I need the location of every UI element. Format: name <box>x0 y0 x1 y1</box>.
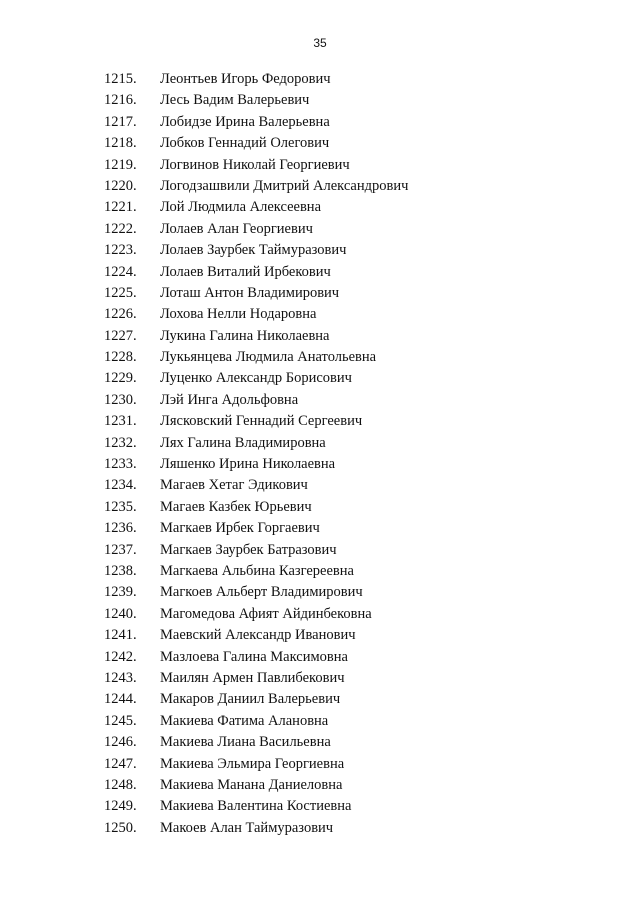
entry-number: 1216. <box>104 92 137 109</box>
entry-name: Лолаев Заурбек Таймуразович <box>160 242 347 259</box>
list-item <box>0 454 640 475</box>
entry-number: 1230. <box>104 391 137 408</box>
list-item <box>0 561 640 582</box>
entry-name: Лоташ Антон Владимирович <box>160 284 340 301</box>
entry-name: Магкоев Альберт Владимирович <box>160 584 363 601</box>
entry-number: 1215. <box>104 71 137 87</box>
entry-number: 1235. <box>104 498 137 515</box>
entry-name: Макаров Даниил Валерьевич <box>160 691 341 708</box>
entry-name: Магкаев Заурбек Батразович <box>160 541 337 558</box>
entry-number: 1221. <box>104 199 137 216</box>
entry-number: 1239. <box>104 584 137 601</box>
entry-number: 1220. <box>104 177 137 194</box>
list-item <box>0 540 640 561</box>
list-item <box>0 240 640 261</box>
entry-name: Лесь Вадим Валерьевич <box>160 92 310 109</box>
list-item <box>0 155 640 176</box>
entry-number: 1233. <box>104 456 137 473</box>
list-item <box>0 133 640 154</box>
list-item <box>0 518 640 539</box>
entry-name: Лолаев Алан Георгиевич <box>160 220 313 237</box>
entry-name: Лясковский Геннадий Сергеевич <box>160 413 363 430</box>
list-item <box>0 689 640 710</box>
list-item <box>0 604 640 625</box>
list-item <box>0 668 640 689</box>
list-item <box>0 347 640 368</box>
entry-name: Макиева Эльмира Георгиевна <box>160 755 345 772</box>
entry-number: 1227. <box>104 327 137 344</box>
entry-number: 1218. <box>104 135 137 152</box>
entry-name: Магкаева Альбина Казгереевна <box>160 562 354 579</box>
list-item <box>0 433 640 454</box>
entry-name: Лобидзе Ирина Валерьевна <box>160 113 330 130</box>
entry-number: 1240. <box>104 605 137 622</box>
entry-name: Лобков Геннадий Олегович <box>160 135 330 152</box>
list-item <box>0 219 640 240</box>
entry-name: Магаев Хетаг Эдикович <box>160 477 308 494</box>
list-item <box>0 625 640 646</box>
entry-number: 1229. <box>104 370 137 387</box>
list-item <box>0 176 640 197</box>
entry-number: 1228. <box>104 349 137 366</box>
entry-number: 1236. <box>104 520 137 537</box>
entry-name: Макиева Валентина Костиевна <box>160 798 352 815</box>
entry-name: Магомедова Афият Айдинбековна <box>160 605 372 622</box>
entry-number: 1249. <box>104 798 137 815</box>
entry-name: Маилян Армен Павлибекович <box>160 669 345 686</box>
entry-name: Ляшенко Ирина Николаевна <box>160 456 336 473</box>
list-item <box>0 818 640 839</box>
entry-name: Лохова Нелли Нодаровна <box>160 306 317 323</box>
entry-number: 1237. <box>104 541 137 558</box>
entry-number: 1226. <box>104 306 137 323</box>
entry-number: 1238. <box>104 562 137 579</box>
entry-number: 1232. <box>104 434 137 451</box>
list-item <box>0 326 640 347</box>
entry-name: Лолаев Виталий Ирбекович <box>160 263 331 280</box>
entry-number: 1243. <box>104 669 137 686</box>
list-item <box>0 304 640 325</box>
entry-number: 1231. <box>104 413 137 430</box>
entry-name: Луценко Александр Борисович <box>160 370 352 387</box>
entry-number: 1250. <box>104 819 137 836</box>
entry-name: Лукьянцева Людмила Анатольевна <box>160 349 377 366</box>
list-item <box>0 283 640 304</box>
list-item <box>0 90 640 111</box>
entry-number: 1246. <box>104 734 137 751</box>
entry-name: Маевский Александр Иванович <box>160 627 356 644</box>
list-item <box>0 475 640 496</box>
entry-number: 1247. <box>104 755 137 772</box>
page-number: 35 <box>313 36 327 50</box>
list-item <box>0 411 640 432</box>
list-item <box>0 69 640 90</box>
entry-number: 1242. <box>104 648 137 665</box>
entry-name: Магкаев Ирбек Горгаевич <box>160 520 320 537</box>
entry-name: Макоев Алан Таймуразович <box>160 819 334 836</box>
entry-number: 1219. <box>104 156 137 173</box>
entry-name: Макиева Лиана Васильевна <box>160 734 331 751</box>
entry-number: 1223. <box>104 242 137 259</box>
entry-name: Лэй Инга Адольфовна <box>160 391 299 408</box>
entry-name: Макиева Фатима Алановна <box>160 712 329 729</box>
list-item <box>0 390 640 411</box>
entry-number: 1224. <box>104 263 137 280</box>
list-item <box>0 262 640 283</box>
entry-number: 1222. <box>104 220 137 237</box>
list-item <box>0 775 640 796</box>
entry-number: 1244. <box>104 691 137 708</box>
list-item <box>0 711 640 732</box>
list-item <box>0 647 640 668</box>
entry-name: Логвинов Николай Георгиевич <box>160 156 350 173</box>
entry-name: Логодзашвили Дмитрий Александрович <box>160 177 409 194</box>
list-item <box>0 112 640 133</box>
entry-number: 1248. <box>104 776 137 793</box>
list-item <box>0 197 640 218</box>
entry-name: Макиева Манана Даниеловна <box>160 776 343 793</box>
name-list <box>0 69 640 839</box>
entry-name: Лукина Галина Николаевна <box>160 327 330 344</box>
list-item <box>0 754 640 775</box>
list-item <box>0 582 640 603</box>
entry-name: Магаев Казбек Юрьевич <box>160 498 312 515</box>
list-item <box>0 796 640 817</box>
entry-name: Лой Людмила Алексеевна <box>160 199 322 216</box>
entry-number: 1245. <box>104 712 137 729</box>
list-item <box>0 497 640 518</box>
list-item <box>0 732 640 753</box>
entry-number: 1217. <box>104 113 137 130</box>
entry-name: Лях Галина Владимировна <box>160 434 326 451</box>
entry-name: Мазлоева Галина Максимовна <box>160 648 348 665</box>
entry-number: 1241. <box>104 627 137 644</box>
list-item <box>0 368 640 389</box>
entry-number: 1234. <box>104 477 137 494</box>
entry-name: Леонтьев Игорь Федорович <box>160 71 331 87</box>
entry-number: 1225. <box>104 284 137 301</box>
